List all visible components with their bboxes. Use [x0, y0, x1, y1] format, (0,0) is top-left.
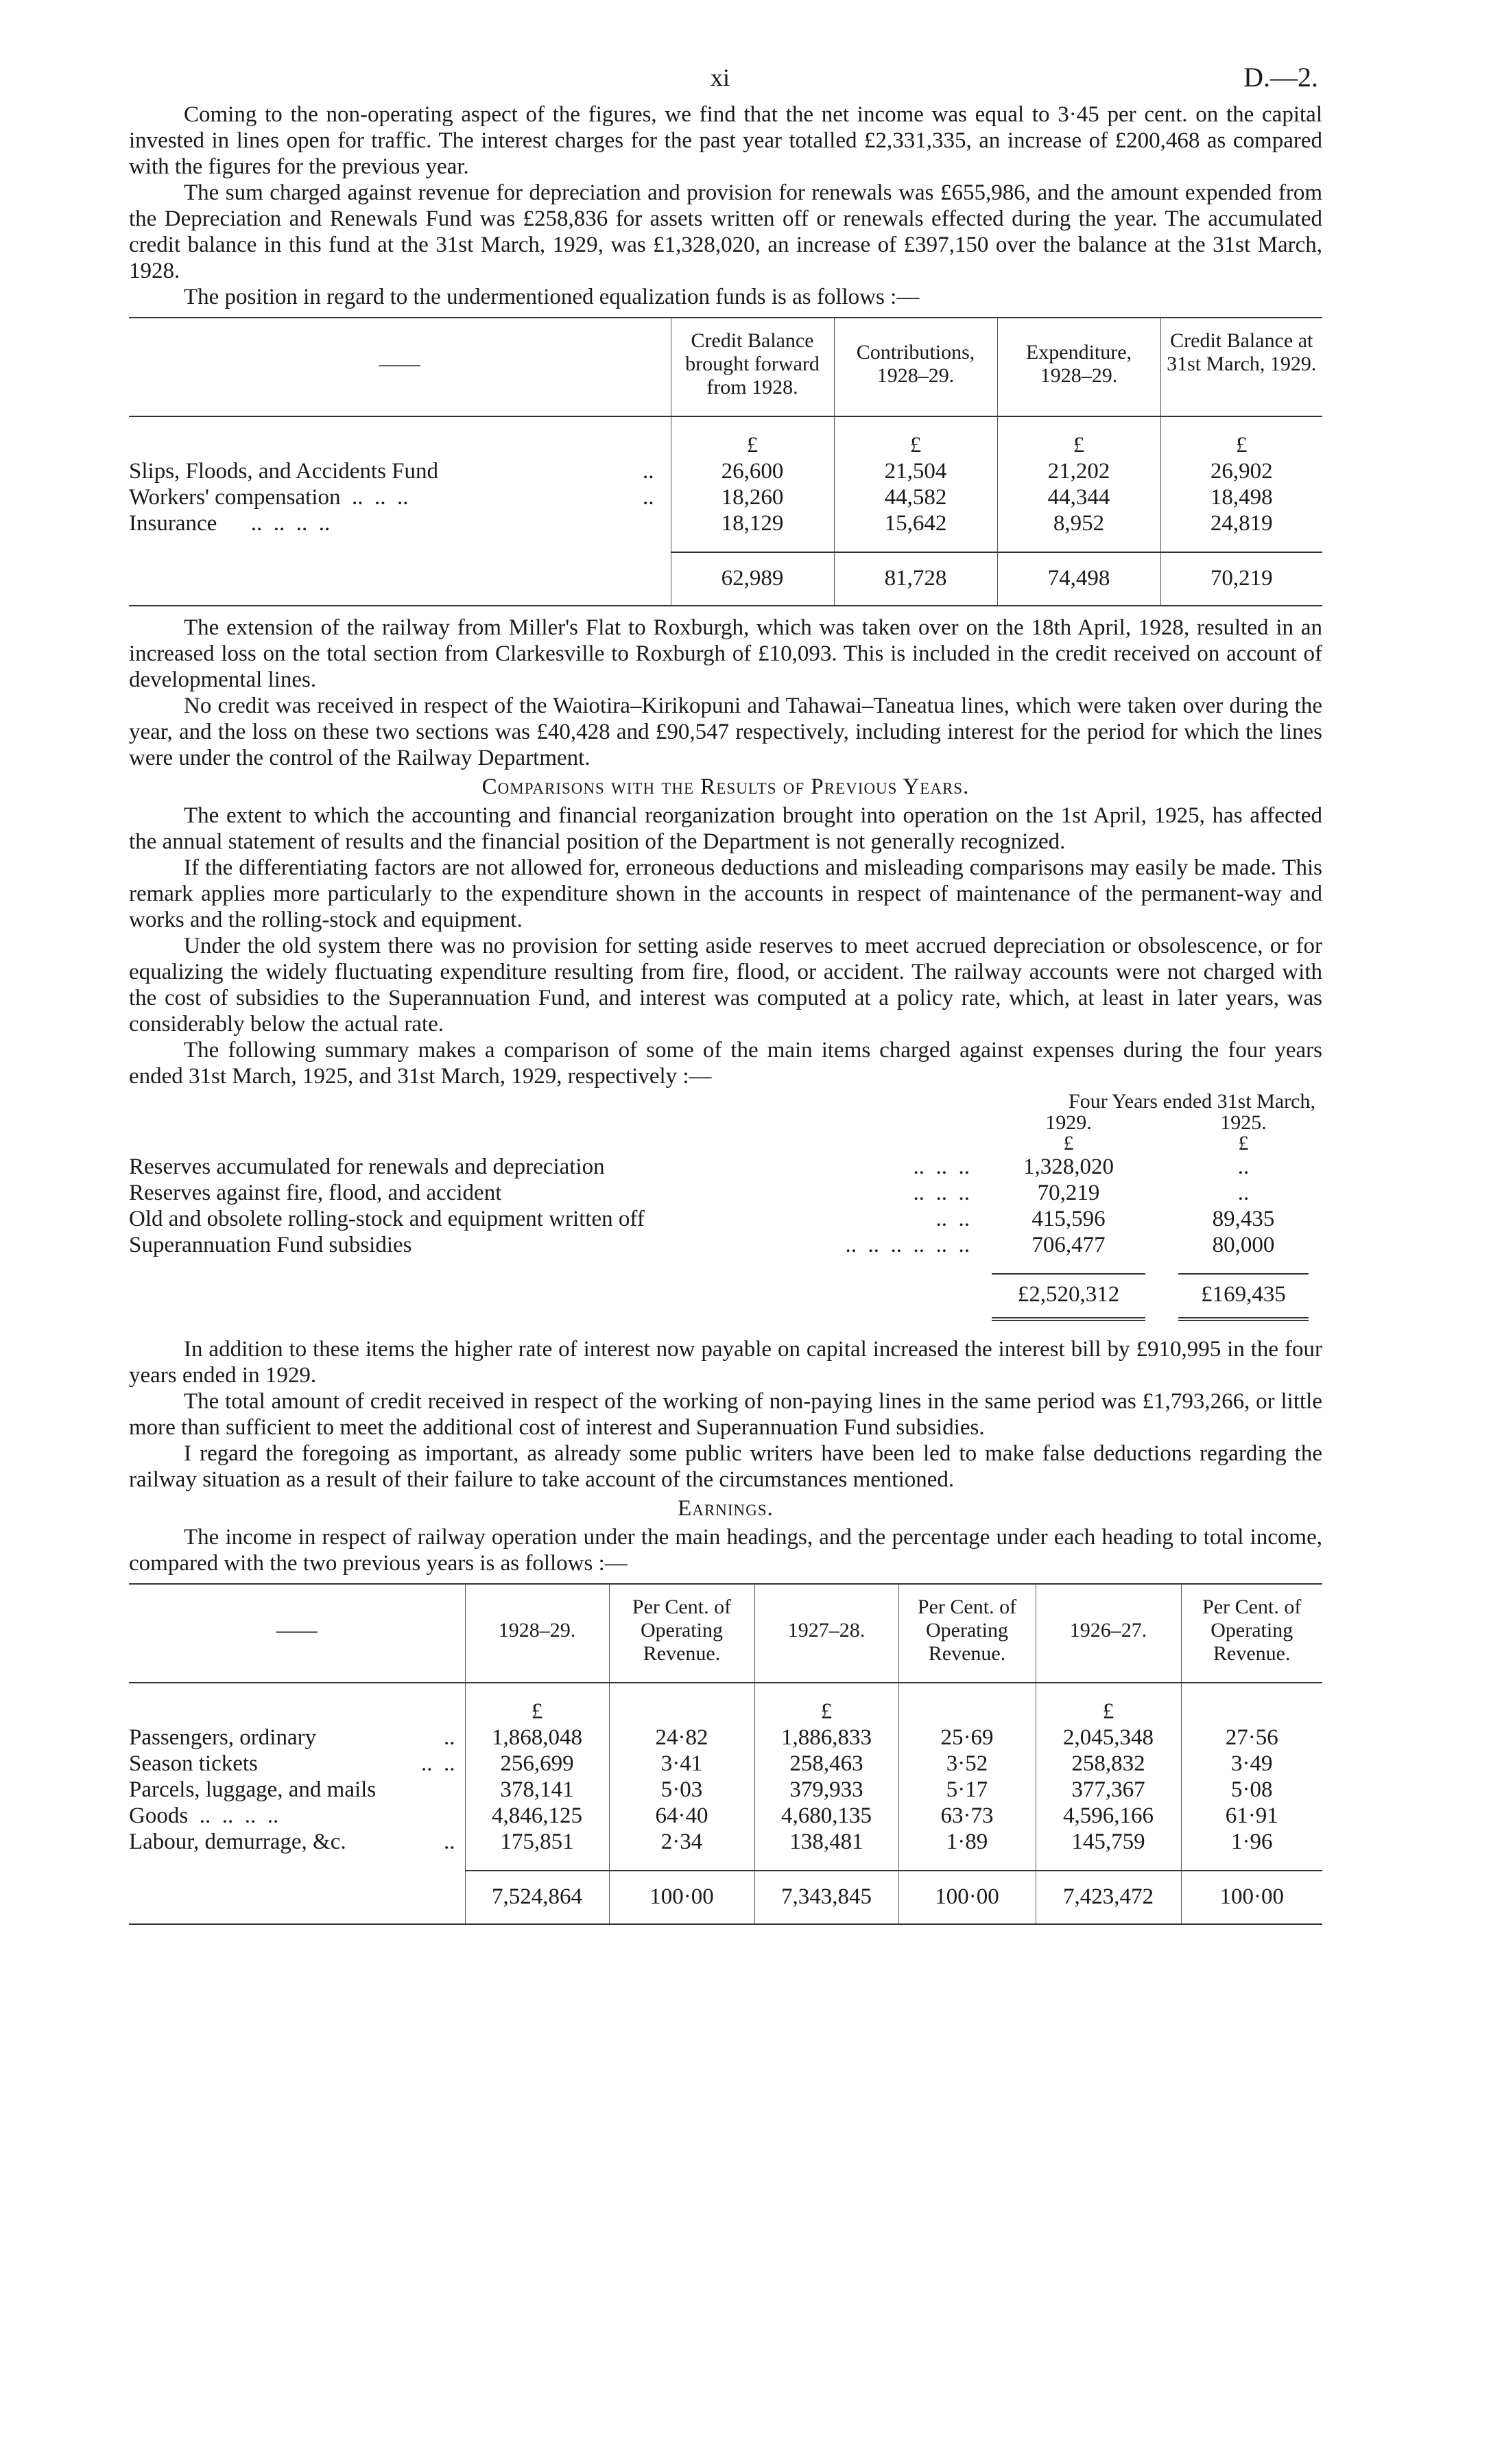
extension-section	[129, 615, 1322, 771]
interest-section	[129, 1336, 1322, 1493]
earnings-col-1928-29: 1928–29.	[465, 1584, 609, 1683]
table-cell: 4,846,125	[465, 1803, 609, 1829]
paragraph-income: The income in respect of railway operation under the main headings, and the percentage under each heading to total income, compared with the two previous years is as follows :—	[129, 1525, 1322, 1576]
row-label: Superannuation Fund subsidies	[129, 1233, 412, 1257]
table-cell: 377,367	[1036, 1777, 1181, 1803]
paragraph-funds-intro: The position in regard to the undermentioned equalization funds is as follows :—	[184, 285, 920, 309]
summary-year-1929: 1929.	[1045, 1111, 1092, 1134]
heading-comparisons: Comparisons with the Results of Previous Years.	[481, 774, 970, 799]
total-cell: 100·00	[898, 1871, 1036, 1924]
table-cell: 26,600	[671, 458, 834, 484]
row-label: Reserves accumulated for renewals and depreciation	[129, 1154, 605, 1179]
paragraph-interest: In addition to these items the higher rate of interest now payable on capital increased the interest bill by £910,995 in the four years ended in 1929.	[129, 1337, 1322, 1388]
table-cell: 44,344	[997, 484, 1160, 510]
table-cell: 80,000	[1212, 1233, 1275, 1257]
table-row	[129, 510, 1322, 552]
dot-leader: .. .. ..	[351, 485, 409, 510]
earnings-totals-row	[129, 1871, 1322, 1924]
table-cell: 64·40	[609, 1803, 754, 1829]
earnings-col-pct-1927-28: Per Cent. of Operating Revenue.	[898, 1584, 1036, 1683]
dot-leader: .. ..	[935, 1207, 970, 1231]
table-cell: 61·91	[1181, 1803, 1322, 1829]
row-label: Workers' compensation	[129, 485, 341, 510]
row-label: Slips, Floods, and Accidents Fund	[129, 459, 439, 484]
total-cell: 70,219	[1160, 552, 1322, 606]
table-cell: 3·49	[1181, 1751, 1322, 1777]
table-cell: 378,141	[465, 1777, 609, 1803]
table-cell: 25·69	[898, 1725, 1036, 1751]
intro-section	[129, 102, 1322, 310]
table-cell: 15,642	[834, 510, 997, 552]
currency-symbol: £	[465, 1683, 609, 1725]
total-cell: 100·00	[1181, 1871, 1322, 1924]
earnings-table-header-row	[129, 1584, 1322, 1683]
summary-total-1925: £169,435	[1178, 1273, 1309, 1321]
table-row	[129, 1803, 1322, 1829]
table-cell: ..	[1237, 1154, 1250, 1179]
paragraph-credit: The total amount of credit received in respect of the working of non-paying lines in the same period was £1,793,266, or little more than sufficient to meet the additional cost of interest and Superannuation Fund subsidies.	[129, 1389, 1322, 1440]
table-cell: 24,819	[1160, 510, 1322, 552]
earnings-col-1926-27: 1926–27.	[1036, 1584, 1181, 1683]
table-row	[129, 1180, 1322, 1206]
total-cell: 62,989	[671, 552, 834, 606]
earnings-blank-header: ——	[276, 1619, 318, 1642]
currency-symbol: £	[671, 416, 834, 458]
dot-leader: .. .. ..	[913, 1154, 970, 1179]
table-row	[129, 1232, 1322, 1273]
funds-table-header-row	[129, 318, 1322, 416]
table-cell: 70,219	[1037, 1181, 1100, 1205]
table-cell: 18,260	[671, 484, 834, 510]
currency-symbol: £	[754, 1683, 898, 1725]
summary-year-1925: 1925.	[1220, 1111, 1267, 1134]
table-cell: 44,582	[834, 484, 997, 510]
row-label: Old and obsolete rolling-stock and equipment written off	[129, 1207, 645, 1231]
heading-earnings: Earnings.	[678, 1496, 774, 1521]
funds-table	[129, 317, 1322, 606]
currency-symbol: £	[1036, 1683, 1181, 1725]
table-cell: 18,129	[671, 510, 834, 552]
table-row	[129, 1829, 1322, 1871]
earnings-col-pct-1928-29: Per Cent. of Operating Revenue.	[609, 1584, 754, 1683]
row-label: Labour, demurrage, &c.	[129, 1829, 346, 1854]
table-cell: 1,868,048	[465, 1725, 609, 1751]
table-cell: 1·96	[1181, 1829, 1322, 1871]
dot-leader: ..	[643, 459, 654, 484]
summary-table	[129, 1091, 1322, 1321]
dot-leader: .. .. .. ..	[199, 1803, 279, 1828]
total-cell: 7,524,864	[465, 1871, 609, 1924]
table-row	[129, 1777, 1322, 1803]
row-label: Season tickets	[129, 1751, 258, 1776]
table-cell: 5·03	[609, 1777, 754, 1803]
table-cell: 5·08	[1181, 1777, 1322, 1803]
row-label: Goods	[129, 1803, 189, 1828]
table-cell: 415,596	[1031, 1207, 1106, 1231]
comparisons-section	[129, 803, 1322, 1089]
total-cell: 7,423,472	[1036, 1871, 1181, 1924]
currency-symbol: £	[834, 416, 997, 458]
paragraph-no-credit: No credit was received in respect of the Waiotira–Kirikopuni and Tahawai–Taneatua lines, which were taken over during the year, and the loss on these two sections was £40,428 and £90,547 respectively, including interest for the period for which the lines were under the control of the Railway Department.	[129, 694, 1322, 770]
currency-symbol: £	[1238, 1132, 1249, 1154]
table-cell: 138,481	[754, 1829, 898, 1871]
table-cell: 1,328,020	[1023, 1154, 1114, 1179]
funds-blank-header: ——	[379, 353, 420, 375]
table-cell: 5·17	[898, 1777, 1036, 1803]
total-cell: 81,728	[834, 552, 997, 606]
table-row: Workers' compensation .. .. .. .. 18,260 44,582 44,344 18,498	[129, 484, 1322, 510]
table-cell: 26,902	[1160, 458, 1322, 484]
table-row	[129, 458, 1322, 484]
summary-group-header-row	[129, 1091, 1322, 1113]
total-cell: 74,498	[997, 552, 1160, 606]
table-cell: 63·73	[898, 1803, 1036, 1829]
table-cell: 1·89	[898, 1829, 1036, 1871]
table-cell: 3·52	[898, 1751, 1036, 1777]
currency-symbol: £	[997, 416, 1160, 458]
summary-currency-row	[129, 1133, 1322, 1154]
funds-col-contributions: Contributions, 1928–29.	[834, 318, 997, 416]
row-label: Parcels, luggage, and mails	[129, 1777, 377, 1802]
paragraph-old-system: Under the old system there was no provision for setting aside reserves to meet accrued depreciation or obsolescence, or for equalizing the widely fluctuating expenditure resulting from fire, flood, or accident. The railway accounts were not charged with the cost of subsidies to the Superannuation Fund, and interest was computed at a policy rate, which, at least in later years, was considerably below the actual rate.	[129, 934, 1322, 1036]
table-cell: 89,435	[1212, 1207, 1275, 1231]
table-cell: 145,759	[1036, 1829, 1181, 1871]
summary-year-row	[129, 1113, 1322, 1133]
table-cell: 1,886,833	[754, 1725, 898, 1751]
table-cell: 4,680,135	[754, 1803, 898, 1829]
paragraph-depreciation: The sum charged against revenue for depreciation and provision for renewals was £655,986, and the amount expended from the Depreciation and Renewals Fund was £258,836 for assets written off or renewals effected during the year. The accumulated credit balance in this fund at the 31st March, 1929, was £1,328,020, an increase of £397,150 over the balance at the 31st March, 1928.	[129, 180, 1322, 283]
dot-leader: .. .. .. .. .. ..	[845, 1233, 970, 1257]
table-cell: 379,933	[754, 1777, 898, 1803]
total-cell: 7,343,845	[754, 1871, 898, 1924]
table-cell: 21,202	[997, 458, 1160, 484]
summary-total-1929: £2,520,312	[992, 1273, 1145, 1321]
funds-col-credit-balance: Credit Balance at 31st March, 1929.	[1160, 318, 1322, 416]
currency-symbol: £	[1063, 1132, 1074, 1154]
funds-currency-row	[129, 416, 1322, 458]
row-label: Passengers, ordinary	[129, 1725, 317, 1750]
dot-leader: .. .. ..	[913, 1181, 970, 1205]
table-cell: 27·56	[1181, 1725, 1322, 1751]
currency-symbol: £	[1160, 416, 1322, 458]
table-cell: 18,498	[1160, 484, 1322, 510]
dot-leader: .. ..	[421, 1751, 455, 1776]
table-cell: 258,463	[754, 1751, 898, 1777]
summary-group-header: Four Years ended 31st March,	[1069, 1090, 1315, 1113]
document-page	[129, 48, 1322, 1925]
table-cell: 706,477	[1031, 1233, 1106, 1257]
funds-col-brought-forward: Credit Balance brought forward from 1928.	[671, 318, 834, 416]
table-row	[129, 1751, 1322, 1777]
summary-totals-row	[129, 1273, 1322, 1321]
earnings-currency-row	[129, 1683, 1322, 1725]
table-row	[129, 1725, 1322, 1751]
funds-col-expenditure: Expenditure, 1928–29.	[997, 318, 1160, 416]
page-number: xi	[711, 64, 730, 91]
paragraph-net-income: Coming to the non-operating aspect of the figures, we find that the net income was equal to 3·45 per cent. on the capital invested in lines open for traffic. The interest charges for the past year totalled £2,331,335, an increase of £200,468 as compared with the figures for the previous year.	[129, 102, 1322, 179]
table-cell: 175,851	[465, 1829, 609, 1871]
table-cell: ..	[1237, 1181, 1250, 1205]
funds-totals-row	[129, 552, 1322, 606]
paragraph-foregoing: I regard the foregoing as important, as already some public writers have been led to make false deductions regarding the railway situation as a result of their failure to take account of the circumstances mentioned.	[129, 1441, 1322, 1492]
paragraph-extension: The extension of the railway from Miller's Flat to Roxburgh, which was taken over on the 18th April, 1928, resulted in an increased loss on the total section from Clarkesville to Roxburgh of £10,093. This is included in the credit received on account of developmental lines.	[129, 615, 1322, 692]
earnings-col-1927-28: 1927–28.	[754, 1584, 898, 1683]
table-cell: 3·41	[609, 1751, 754, 1777]
earnings-col-pct-1926-27: Per Cent. of Operating Revenue.	[1181, 1584, 1322, 1683]
table-cell: 4,596,166	[1036, 1803, 1181, 1829]
paragraph-reorganization: The extent to which the accounting and financial reorganization brought into operation on the 1st April, 1925, has affected the annual statement of results and the financial position of the Department is not generally recognized.	[129, 803, 1322, 854]
table-row	[129, 1154, 1322, 1180]
row-label: Insurance	[129, 511, 217, 536]
table-cell: 2·34	[609, 1829, 754, 1871]
dot-leader: ..	[444, 1725, 455, 1750]
table-cell: 258,832	[1036, 1751, 1181, 1777]
table-cell: 2,045,348	[1036, 1725, 1181, 1751]
table-cell: 24·82	[609, 1725, 754, 1751]
paragraph-summary-intro: The following summary makes a comparison of some of the main items charged against expenses during the four years ended 31st March, 1925, and 31st March, 1929, respectively :—	[129, 1038, 1322, 1089]
table-cell: 8,952	[997, 510, 1160, 552]
table-row	[129, 1206, 1322, 1232]
table-cell: 256,699	[465, 1751, 609, 1777]
total-cell: 100·00	[609, 1871, 754, 1924]
document-reference: D.—2.	[1243, 62, 1318, 93]
page-header	[129, 48, 1322, 96]
row-label: Reserves against fire, flood, and accident	[129, 1181, 502, 1205]
dot-leader: .. .. .. ..	[250, 511, 331, 536]
earnings-table	[129, 1583, 1322, 1925]
dot-leader: ..	[444, 1829, 455, 1854]
paragraph-differentiating: If the differentiating factors are not allowed for, erroneous deductions and misleading comparisons may easily be made. This remark applies more particularly to the expenditure shown in the accounts in respect of maintenance of the permanent-way and works and the rolling-stock and equipment.	[129, 855, 1322, 932]
table-cell: 21,504	[834, 458, 997, 484]
